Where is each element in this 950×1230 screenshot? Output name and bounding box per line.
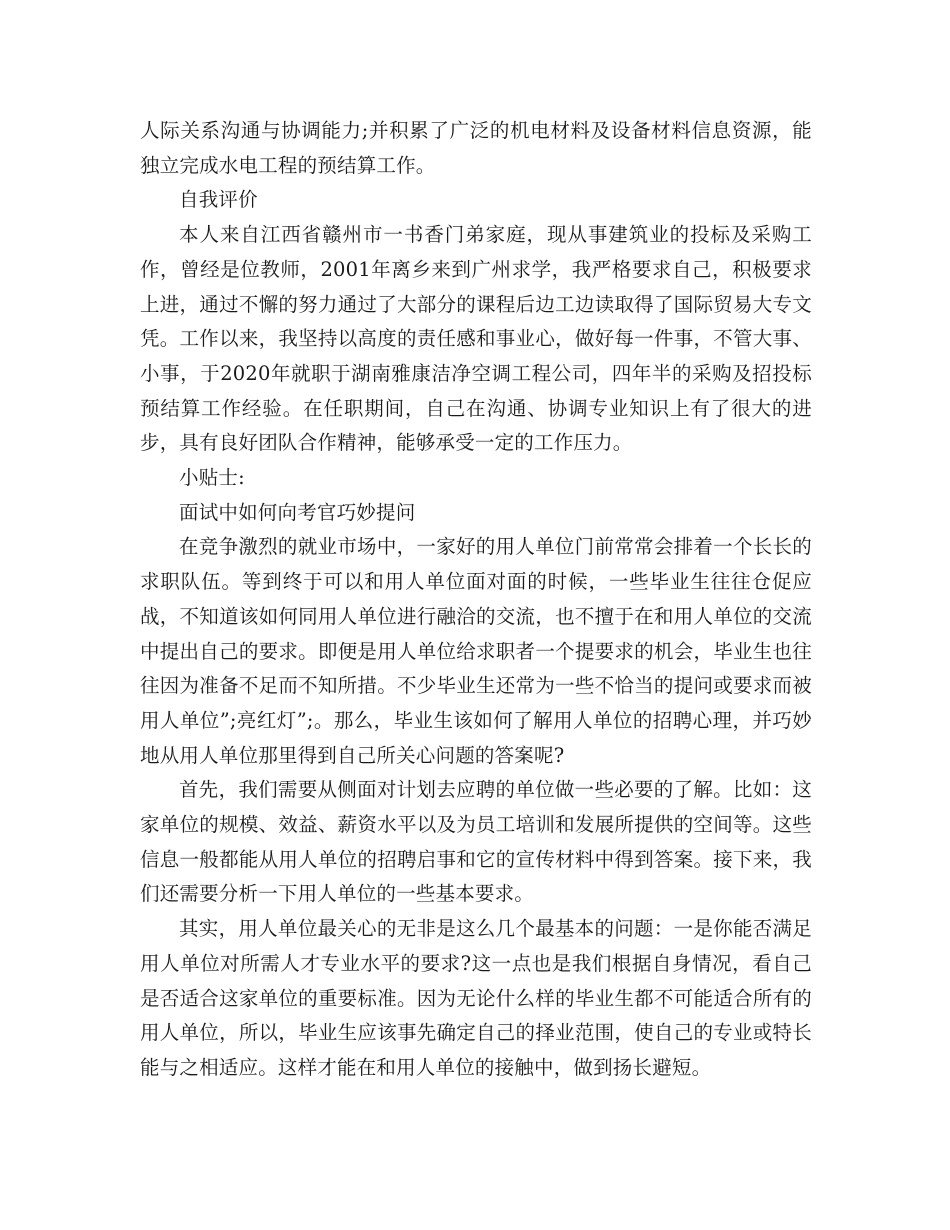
- document-page: [140, 114, 812, 1086]
- section-subheading-interview-questions: 面试中如何向考官巧妙提问: [179, 500, 416, 524]
- paragraph-research-employer: 首先，我们需要从侧面对计划去应聘的单位做一些必要的了解。比如：这家单位的规模、效益、薪资水平以及为员工培训和发展所提供的空间等。这些信息一般都能从用人单位的招聘启事和它的宣传材料中得到答案。接下来，我们还需要分析一下用人单位的一些基本要求。: [140, 778, 812, 906]
- paragraph-employer-concerns: 其实，用人单位最关心的无非是这么几个最基本的问题：一是你能否满足用人单位对所需人才专业水平的要求?这一点也是我们根据自身情况，看自己是否适合这家单位的重要标准。因为无论什么样的毕业生都不可能适合所有的用人单位，所以，毕业生应该事先确定自己的择业范围，使自己的专业或特长能与之相适应。这样才能在和用人单位的接触中，做到扬长避短。: [140, 917, 812, 1079]
- paragraph-job-market: 在竞争激烈的就业市场中，一家好的用人单位门前常常会排着一个长长的求职队伍。等到终于可以和用人单位面对面的时候，一些毕业生往往仓促应战，不知道该如何同用人单位进行融洽的交流，也不擅于在和用人单位的交流中提出自己的要求。即便是用人单位给求职者一个提要求的机会，毕业生也往往因为准备不足而不知所措。不少毕业生还常为一些不恰当的提问或要求而被用人单位”;亮红灯”;。那么，毕业生该如何了解用人单位的招聘心理，并巧妙地从用人单位那里得到自己所关心问题的答案呢?: [140, 535, 812, 767]
- paragraph-continuation: 人际关系沟通与协调能力;并积累了广泛的机电材料及设备材料信息资源，能独立完成水电工程的预结算工作。: [140, 119, 812, 177]
- paragraph-self-evaluation: 本人来自江西省赣州市一书香门弟家庭，现从事建筑业的投标及采购工作，曾经是位教师，2001年离乡来到广州求学，我严格要求自己，积极要求上进，通过不懈的努力通过了大部分的课程后边工边读取得了国际贸易大专文凭。工作以来，我坚持以高度的责任感和事业心，做好每一件事，不管大事、小事，于2020年就职于湖南雅康洁净空调工程公司，四年半的采购及招投标预结算工作经验。在任职期间，自己在沟通、协调专业知识上有了很大的进步，具有良好团队合作精神，能够承受一定的工作压力。: [140, 223, 812, 455]
- section-heading-tips: 小贴士:: [179, 466, 245, 490]
- section-heading-self-evaluation: 自我评价: [179, 188, 258, 212]
